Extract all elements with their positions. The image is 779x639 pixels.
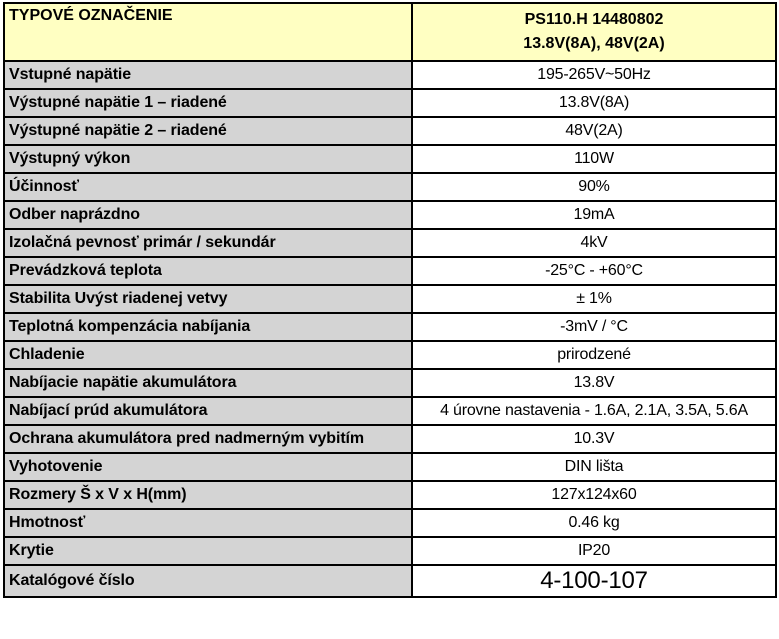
table-row bbox=[4, 229, 776, 257]
row-label: Krytie bbox=[4, 537, 412, 565]
row-value: -25°C - +60°C bbox=[412, 257, 776, 285]
row-label: Chladenie bbox=[4, 341, 412, 369]
row-value: DIN lišta bbox=[412, 453, 776, 481]
row-value: 127x124x60 bbox=[412, 481, 776, 509]
row-label: Rozmery Š x V x H(mm) bbox=[4, 481, 412, 509]
table-row bbox=[4, 61, 776, 89]
row-label: Teplotná kompenzácia nabíjania bbox=[4, 313, 412, 341]
row-value: -3mV / °C bbox=[412, 313, 776, 341]
model-outputs: 13.8V(8A), 48V(2A) bbox=[523, 35, 665, 52]
row-value: 13.8V(8A) bbox=[412, 89, 776, 117]
table-row bbox=[4, 173, 776, 201]
specification-table bbox=[3, 2, 777, 598]
header-model bbox=[412, 3, 776, 61]
table-row bbox=[4, 369, 776, 397]
row-value: 4kV bbox=[412, 229, 776, 257]
table-row bbox=[4, 117, 776, 145]
row-label: Odber naprázdno bbox=[4, 201, 412, 229]
row-label: Izolačná pevnosť primár / sekundár bbox=[4, 229, 412, 257]
table-row bbox=[4, 537, 776, 565]
row-label: Vstupné napätie bbox=[4, 61, 412, 89]
row-label: Účinnosť bbox=[4, 173, 412, 201]
header-label: TYPOVÉ OZNAČENIE bbox=[4, 3, 412, 61]
row-label: Nabíjací prúd akumulátora bbox=[4, 397, 412, 425]
table-row bbox=[4, 509, 776, 537]
table-row bbox=[4, 341, 776, 369]
table-row bbox=[4, 201, 776, 229]
row-label: Nabíjacie napätie akumulátora bbox=[4, 369, 412, 397]
table-row bbox=[4, 257, 776, 285]
row-value: 90% bbox=[412, 173, 776, 201]
table-row bbox=[4, 89, 776, 117]
row-value: 4 úrovne nastavenia - 1.6A, 2.1A, 3.5A, 5.6A bbox=[412, 397, 776, 425]
row-label: Výstupný výkon bbox=[4, 145, 412, 173]
catalog-number: 4-100-107 bbox=[412, 565, 776, 597]
row-label: Výstupné napätie 1 – riadené bbox=[4, 89, 412, 117]
row-label: Vyhotovenie bbox=[4, 453, 412, 481]
table-row bbox=[4, 145, 776, 173]
row-value: 19mA bbox=[412, 201, 776, 229]
row-label: Hmotnosť bbox=[4, 509, 412, 537]
row-value: 10.3V bbox=[412, 425, 776, 453]
row-value: 13.8V bbox=[412, 369, 776, 397]
row-value: prirodzené bbox=[412, 341, 776, 369]
table-row bbox=[4, 397, 776, 425]
row-label: Prevádzková teplota bbox=[4, 257, 412, 285]
row-value: 195-265V~50Hz bbox=[412, 61, 776, 89]
row-value: 48V(2A) bbox=[412, 117, 776, 145]
row-label: Stabilita Uvýst riadenej vetvy bbox=[4, 285, 412, 313]
header-row bbox=[4, 3, 776, 61]
row-value: 0.46 kg bbox=[412, 509, 776, 537]
row-value: 110W bbox=[412, 145, 776, 173]
row-label: Výstupné napätie 2 – riadené bbox=[4, 117, 412, 145]
row-label: Ochrana akumulátora pred nadmerným vybitím bbox=[4, 425, 412, 453]
row-label: Katalógové číslo bbox=[4, 565, 412, 597]
table-row bbox=[4, 313, 776, 341]
table-row bbox=[4, 425, 776, 453]
row-value: IP20 bbox=[412, 537, 776, 565]
row-value: ± 1% bbox=[412, 285, 776, 313]
table-row bbox=[4, 565, 776, 597]
table-row bbox=[4, 285, 776, 313]
model-name: PS110.H 14480802 bbox=[524, 11, 664, 28]
table-row bbox=[4, 481, 776, 509]
table-row bbox=[4, 453, 776, 481]
